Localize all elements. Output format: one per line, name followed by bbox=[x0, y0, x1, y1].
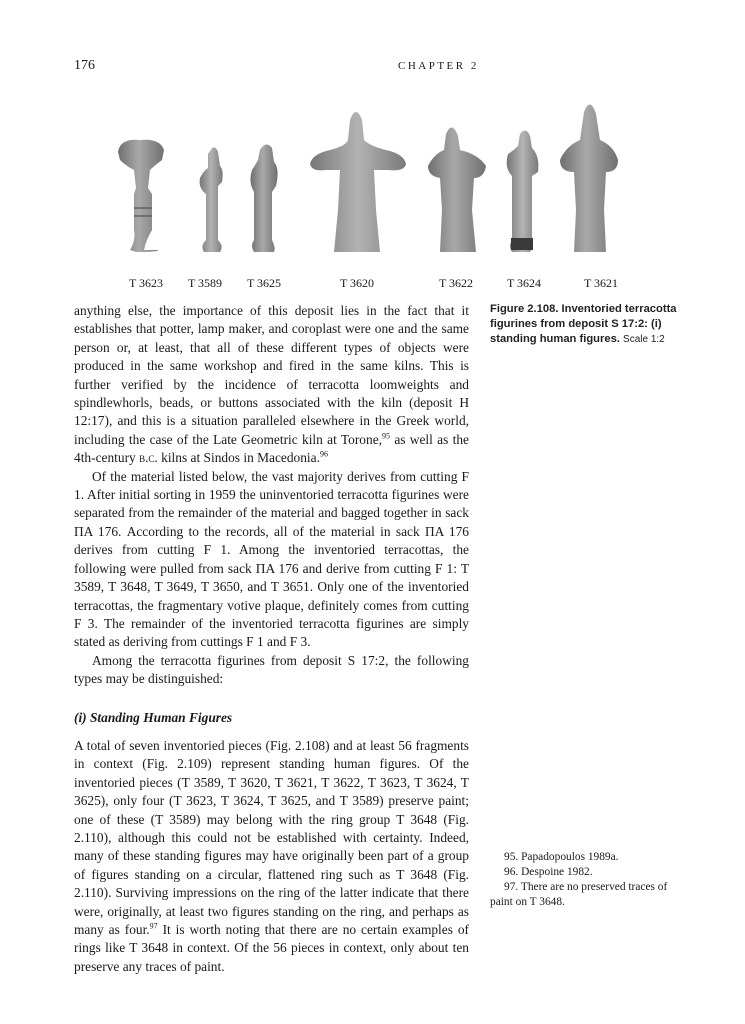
figurine-t3625 bbox=[250, 144, 277, 252]
footnote-ref-95[interactable]: 95 bbox=[382, 431, 390, 441]
figurine-t3620 bbox=[310, 112, 406, 252]
footnote-95: 95. Papadopoulos 1989a. bbox=[504, 851, 619, 863]
paragraph-1: anything else, the importance of this deposit lies in the fact that it establishes that potter, lamp maker, and coroplast were one and the same person or, at least, that all of these different types of objects were produced in the same workshop and fired in the same kilns. This is further verified by the incidence of terracotta loomweights and spindlewhorls, beads, or buttons associated with the kiln (deposit H 12:17), and this is a situation paralleled elsewhere in the Greek world, including the case of the Late Geometric kiln at Torone,$^{95}$ as well as the 4th-century b.c. kilns at Sindos in Macedonia.$^{96}$ bbox=[74, 303, 469, 466]
footnotes bbox=[490, 850, 680, 910]
footnote-97: 97. There are no preserved traces of paint on T 3648. bbox=[490, 881, 668, 908]
figure-label-t3625: T 3625 bbox=[246, 276, 282, 290]
body-text bbox=[74, 302, 469, 976]
figurine-t3622 bbox=[428, 127, 486, 252]
figurine-t3623 bbox=[118, 140, 164, 252]
figurines-photo bbox=[100, 90, 660, 290]
paragraph-2: Of the material listed below, the vast majority derives from cutting F 1. After initial sorting in 1959 the uninventoried terracotta figurines were separated from the remainder of the material and bagged together in sack ΠΑ 176. According to the records, all of the material in sack ΠΑ 176 derives from cutting F 1. Among the inventoried terracottas, the following were pulled from sack ΠΑ 176 and derive from cutting F 1: T 3589, T 3648, T 3649, T 3650, and T 3651. Only one of the inventoried terracottas, the fragmentary votive plaque, definitely comes from cutting F 3. The remainder of the inventoried terracotta figurines are simply stated as deriving from cuttings F 1 and F 3. bbox=[74, 468, 469, 650]
caption-text: Figure 2.108. Inventoried terracotta figurines from deposit S 17:2: (i) standing human figures. bbox=[490, 303, 677, 345]
figure-label-t3622: T 3622 bbox=[438, 276, 474, 290]
figure-label-t3621: T 3621 bbox=[583, 276, 619, 290]
figure-2-108 bbox=[100, 90, 660, 290]
page-number: 176 bbox=[74, 58, 95, 73]
section-heading: (i) Standing Human Figures bbox=[74, 709, 233, 725]
figure-label-t3624: T 3624 bbox=[506, 276, 542, 290]
figure-label-t3620: T 3620 bbox=[339, 276, 375, 290]
footnote-ref-97[interactable]: 97 bbox=[149, 921, 158, 931]
paragraph-4: A total of seven inventoried pieces (Fig. 2.108) and at least 56 fragments in context (Fig. 2.109) represent standing human figures. Of the inventoried pieces (T 3589, T 3620, T 3621, T 3622, T 3623, T 3624, T 3625), only four (T 3623, T 3624, T 3625, and T 3589) preserve paint; one of these (T 3589) may belong with the ring group T 3648 (Fig. 2.110), although this could not be established with certainty. Indeed, many of these standing figures may have originally been part of a group of figures standing on a circular, flattened ring such as T 3648 (Fig. 2.110). Surviving impressions on the ring of the latter indicate that there were, originally, at least two figures standing on the ring, and perhaps as many as four.$^{97}$ It is worth noting that there are no certain examples of rings like T 3648 in context. Of the 56 pieces in context, only about ten preserve any traces of paint. bbox=[74, 737, 469, 974]
figurine-t3589 bbox=[200, 148, 223, 253]
caption-scale: Scale 1:2 bbox=[623, 334, 665, 345]
figurine-t3621 bbox=[560, 104, 618, 252]
footnote-96: 96. Despoine 1982. bbox=[504, 866, 593, 878]
figure-label-t3589: T 3589 bbox=[187, 276, 223, 290]
figure-label-t3623: T 3623 bbox=[128, 276, 164, 290]
footnote-ref-96[interactable]: 96 bbox=[319, 449, 328, 459]
figurine-t3624 bbox=[507, 130, 539, 252]
running-head: CHAPTER 2 bbox=[398, 60, 479, 72]
paragraph-3: Among the terracotta figurines from deposit S 17:2, the following types may be distinguished: bbox=[74, 652, 469, 687]
figure-caption bbox=[490, 302, 690, 347]
